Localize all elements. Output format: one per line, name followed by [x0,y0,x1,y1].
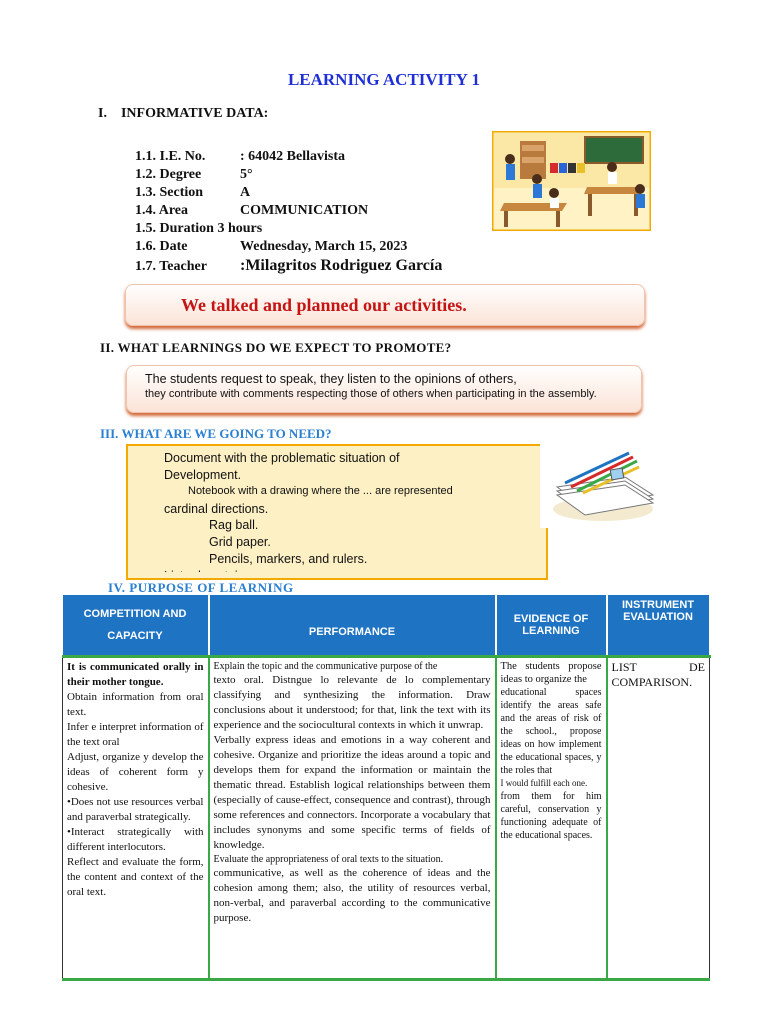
capacity-item: Adjust, organize y develop the ideas of coherent form y cohesive. [67,751,204,793]
info-row-duration [135,221,262,237]
materials-box [126,444,548,580]
page-title: LEARNING ACTIVITY 1 [287,70,481,89]
info-value: : 64042 Bellavista [240,149,345,164]
info-row-degree [135,167,253,183]
materials-line: Notebook with a drawing where the ... are represented [188,485,453,497]
purpose-table [62,595,711,981]
capacity-item: •Interact strategically with different interlocutors. [67,826,204,853]
section-needs-heading: III. WHAT ARE WE GOING TO NEED? [100,426,332,441]
capacity-item: Obtain information from oral text. [67,691,204,718]
evidence-text: The students propose ideas to organize the [500,661,602,685]
table-row [63,657,710,980]
info-label: 1.1. I.E. No. [135,149,206,164]
materials-line: Document with the problematic situation of [164,451,400,465]
capacity-item: •Does not use resources verbal and paraverbal strategically. [67,796,204,823]
materials-line: Rag ball. [209,518,259,532]
learnings-line-2: they contribute with comments respecting those of others when participating in the assembly. [145,388,597,400]
competition-title: It is communicated orally in their mother tongue. [67,661,204,688]
info-label: 1.4. Area [135,203,189,218]
info-row-ie [135,149,345,165]
info-row-teacher [135,257,442,275]
info-row-date [135,239,407,255]
performance-item: Explain the topic and the communicative purpose of the [213,661,438,672]
capacity-item: Reflect and evaluate the form, the content and context of the oral text. [67,856,204,898]
evidence-text: from them for him careful, conservation y functioning adequate of the educational spaces. [500,791,602,841]
section-label: INFORMATIVE DATA: [120,106,269,121]
learnings-line-1: The students request to speak, they listen to the opinions of others, [145,372,517,386]
header-competition: COMPETITION AND CAPACITY [63,595,209,657]
evidence-text: I would fulfill each one. [500,778,588,788]
banner-text: We talked and planned our activities. [181,295,467,315]
materials-line: cardinal directions. [164,502,269,516]
info-value: COMMUNICATION [240,203,369,218]
info-label: 1.5. Duration 3 hours [135,221,263,236]
header-instrument: INSTRUMENT EVALUATION [607,595,710,657]
info-label: 1.2. Degree [135,167,202,182]
info-row-area [135,203,368,219]
header-evidence: EVIDENCE OF LEARNING [496,595,607,657]
section-number: I. [98,106,107,121]
classroom-illustration [492,131,651,231]
instrument-text: LIST DE COMPARISON. [611,660,705,689]
performance-item: texto oral. Distngue lo relevante de lo complementary classifying and synthesizing the information. Draw conclusions about it understood; for that, link the text with its experience and the sociocultural contexts in which it unwrap. [213,674,491,731]
materials-line: Pencils, markers, and rulers. [209,552,368,566]
info-label: 1.3. Section [135,185,204,200]
info-value: :Milagritos Rodriguez García [240,257,443,274]
table-header-row [63,595,710,657]
section-learnings-heading: II. WHAT LEARNINGS DO WE EXPECT TO PROMOTE? [100,340,452,355]
performance-cell [209,657,496,980]
school-supplies-illustration [551,447,659,527]
info-value: 5° [240,167,253,182]
performance-item: Verbally express ideas and emotions in a way coherent and cohesive. Organize and prioritize the ideas around a topic and develops them for expand the information or maintain the thematic thread. Establish logical relationships between them (especially of cause-effect, consequence and contrast), through some references and connectors. Incorporate a vocabulary that includes synonyms and some specific terms of fields of knowledge. [213,734,491,851]
materials-line: Grid paper. [209,535,271,549]
materials-line: Development. [164,468,242,482]
banner-plan-activities [125,284,645,326]
instrument-cell [607,657,710,980]
box-edge [540,444,548,528]
info-value: Wednesday, March 15, 2023 [240,239,408,254]
section-purpose-heading: IV. PURPOSE OF LEARNING [108,580,294,595]
info-value: A [240,185,251,200]
competition-cell [63,657,209,980]
capacity-item: Infer e interpret information of the text oral [67,721,204,748]
info-label: 1.6. Date [135,239,188,254]
performance-item: communicative, as well as the coherence of ideas and the cohesion among them; also, the utility of resources verbal, non-verbal, and paraverbal according to the communicative purpose. [213,867,491,924]
learnings-box [126,365,642,413]
performance-item: Evaluate the appropriateness of oral texts to the situation. [213,854,444,865]
info-label: 1.7. Teacher [135,259,207,274]
info-row-section [135,185,250,201]
header-performance: PERFORMANCE [209,595,496,657]
evidence-cell [496,657,607,980]
evidence-text: educational spaces identify the areas safe and the areas of risk of the school., propose ideas on how implement the educational spaces, y the roles that [500,687,602,776]
section-informative-data [98,106,268,122]
